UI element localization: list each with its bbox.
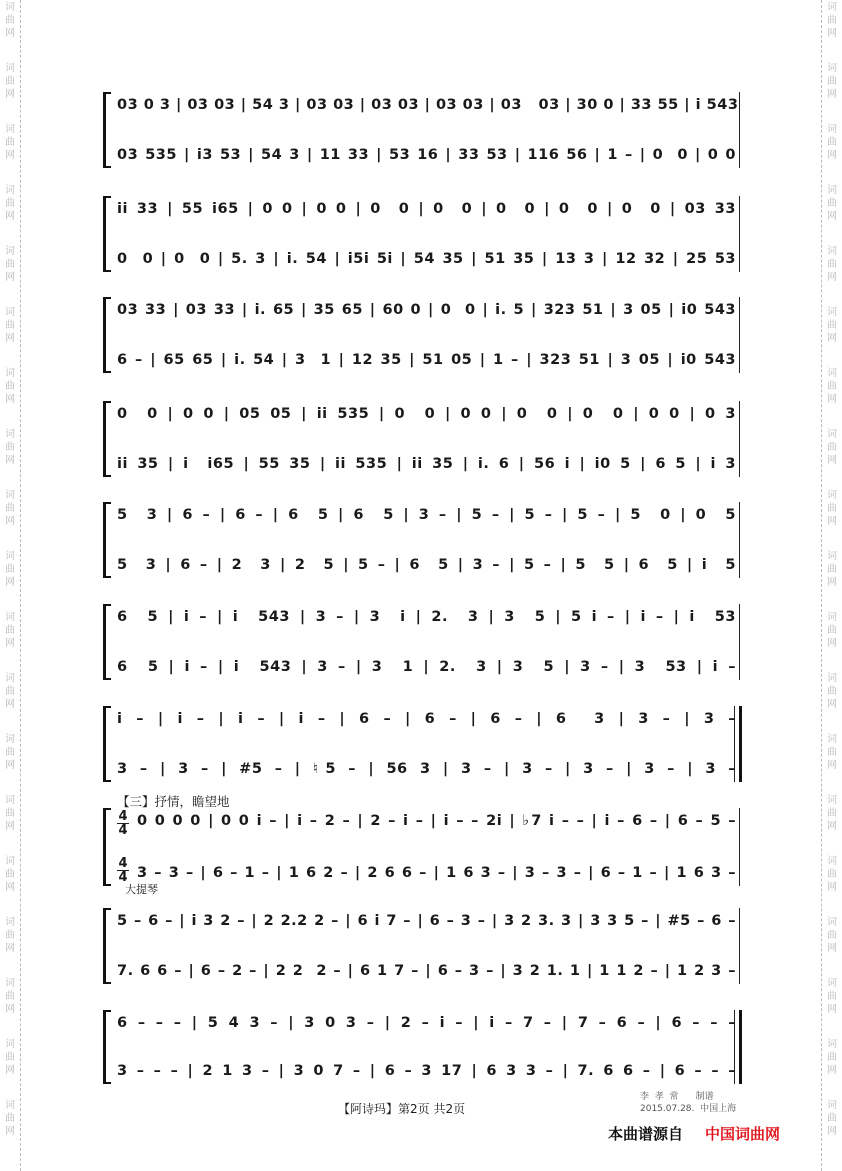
source-site[interactable]: 中国词曲网 [705,1125,781,1143]
upper-part [117,908,736,934]
lower-part [117,756,736,782]
watermark-char: 网 [827,638,837,649]
watermark-char: 网 [5,89,15,100]
watermark-char: 网 [827,394,837,405]
notation-text: 0 0 0 0 | 0 0 i – | i – 2 – | 2 – i – | i – – 2i | ♭7 i – – | i – 6 – | 6 – 5 – [137,813,736,829]
watermark-char: 曲 [5,15,15,26]
score-system [103,196,740,272]
credit-date: 2015.07.28. 中国上海 [640,1104,737,1114]
watermark-char: 词 [827,307,837,318]
notation-text: 7. 6 6 – | 6 – 2 – | 2 2 2 – | 6 1 7 – | 6 – 3 – | 3 2 1. 1 | 1 1 2 – | 1 2 3 – [117,963,736,979]
watermark-char: 曲 [5,1052,15,1063]
watermark-char: 曲 [827,1052,837,1063]
watermark-char: 曲 [827,1113,837,1124]
watermark-char: 曲 [827,625,837,636]
watermark-char: 曲 [827,503,837,514]
score-system [103,502,740,578]
footer-title: 【阿诗玛】第2页 共2页 [338,1102,466,1116]
watermark-char: 网 [827,333,837,344]
system-end-barline [739,401,740,477]
notation-text: 3 – – – | 2 1 3 – | 3 0 7 – | 6 – 3 17 | 6 3 3 – | 7. 6 6 – | 6 – – – [117,1063,736,1079]
system-brace [103,297,111,373]
system-end-barline [739,196,740,272]
watermark-char: 词 [5,734,15,745]
system-end-barline [739,908,740,984]
right-margin-line [821,0,822,1171]
upper-part [117,1010,736,1036]
watermark-char: 词 [827,673,837,684]
system-end-barline [739,297,740,373]
watermark-char: 词 [827,429,837,440]
score-system [103,401,740,477]
lower-part [117,552,736,578]
watermark-char: 曲 [5,198,15,209]
system-brace [103,401,111,477]
watermark-char: 网 [5,150,15,161]
notation-text: 5 – 6 – | i 3 2 – | 2 2.2 2 – | 6 i 7 – | 6 – 3 – | 3 2 3. 3 | 3 3 5 – | #5 – 6 – [117,913,736,929]
notation-text: 03 535 | i3 53 | 54 3 | 11 33 | 53 16 | 33 53 | 116 56 | 1 – | 0 0 | 0 0 [117,147,736,163]
instrument-label: 大提琴 [125,883,158,896]
watermark-char: 网 [827,89,837,100]
watermark-char: 曲 [5,564,15,575]
watermark-char: 网 [827,211,837,222]
watermark-char: 词 [827,978,837,989]
lower-part [137,860,736,886]
upper-part [117,297,736,323]
watermark-char: 曲 [5,686,15,697]
system-end-barline [739,808,740,886]
watermark-char: 曲 [827,991,837,1002]
watermark-char: 词 [5,124,15,135]
watermark-char: 词 [5,795,15,806]
watermark-char: 词 [5,63,15,74]
watermark-char: 网 [5,943,15,954]
watermark-char: 网 [827,455,837,466]
watermark-char: 网 [5,577,15,588]
left-margin-line [20,0,21,1171]
time-signature-bottom: 4 [118,870,128,885]
watermark-char: 网 [5,272,15,283]
watermark-char: 网 [827,1004,837,1015]
watermark-char: 网 [827,699,837,710]
system-brace [103,1010,111,1084]
system-end-barline [739,604,740,680]
watermark-char: 词 [5,185,15,196]
score-system [103,297,740,373]
watermark-char: 网 [5,699,15,710]
watermark-char: 曲 [827,198,837,209]
watermark-char: 网 [5,1126,15,1137]
credit [640,1091,736,1115]
source-prefix: 本曲谱源自 [608,1125,684,1143]
lower-part [117,1058,736,1084]
watermark-char: 词 [5,917,15,928]
notation-text: 0 0 | 0 0 | 05 05 | ii 535 | 0 0 | 0 0 | 0 0 | 0 0 | 0 0 | 0 3 [117,406,736,422]
score-system [103,908,740,984]
system-brace [103,196,111,272]
watermark-char: 曲 [827,76,837,87]
watermark-char: 曲 [5,808,15,819]
watermark-char: 词 [827,734,837,745]
watermark-char: 曲 [5,991,15,1002]
left-margin [0,0,22,1171]
watermark-char: 曲 [5,442,15,453]
watermark-char: 词 [5,1100,15,1111]
upper-part [117,604,736,630]
watermark-char: 曲 [827,381,837,392]
notation-text: 03 33 | 03 33 | i. 65 | 35 65 | 60 0 | 0 0 | i. 5 | 323 51 | 3 05 | i0 543 [117,302,736,318]
watermark-char: 词 [827,185,837,196]
notation-text: 3 – 3 – | 6 – 1 – | 1 6 2 – | 2 6 6 – | 1 6 3 – | 3 – 3 – | 6 – 1 – | 1 6 3 – [137,865,736,881]
watermark-char: 网 [5,821,15,832]
system-brace [103,808,111,886]
watermark-char: 曲 [827,564,837,575]
notation-text: 6 5 | i – | i 543 | 3 – | 3 i | 2. 3 | 3 5 | 5 i – | i – | i 53 [117,609,736,625]
section-label: 【三】抒情，瞻望地 [117,794,230,809]
lower-part [117,142,736,168]
watermark-char: 网 [827,516,837,527]
watermark-char: 词 [827,1100,837,1111]
notation-text: 3 – | 3 – | #5 – | ♮5 – | 56 3 | 3 – | 3 – | 3 – | 3 – | 3 – [117,761,736,777]
score-system [103,808,740,886]
watermark-char: 曲 [827,747,837,758]
watermark-char: 词 [5,978,15,989]
watermark-char: 曲 [5,381,15,392]
notation-text: ii 35 | i i65 | 55 35 | ii 535 | ii 35 | i. 6 | 56 i | i0 5 | 6 5 | i 3 [117,456,736,472]
watermark-char: 词 [5,368,15,379]
score-system [103,604,740,680]
lower-part [117,654,736,680]
watermark-char: 网 [827,577,837,588]
watermark-char: 网 [5,516,15,527]
time-signature [117,857,129,884]
lower-part [117,451,736,477]
watermark-char: 曲 [5,930,15,941]
source-line [608,1123,780,1144]
watermark-char: 网 [827,882,837,893]
watermark-char: 曲 [827,930,837,941]
score-system [103,706,740,782]
watermark-char: 网 [827,760,837,771]
system-brace [103,502,111,578]
time-signature-top: 4 [118,856,128,871]
score-system [103,92,740,168]
watermark-char: 网 [5,455,15,466]
watermark-char: 词 [827,551,837,562]
watermark-char: 词 [5,490,15,501]
notation-text: 6 – | 65 65 | i. 54 | 3 1 | 12 35 | 51 05 | 1 – | 323 51 | 3 05 | i0 543 [117,352,736,368]
watermark-char: 曲 [5,747,15,758]
watermark-char: 网 [827,28,837,39]
watermark-char: 曲 [827,686,837,697]
watermark-char: 词 [827,1039,837,1050]
watermark-char: 网 [5,211,15,222]
watermark-char: 曲 [827,320,837,331]
watermark-char: 词 [827,2,837,13]
watermark-char: 词 [5,307,15,318]
system-end-barline [739,502,740,578]
watermark-char: 网 [5,28,15,39]
watermark-char: 曲 [5,1113,15,1124]
watermark-char: 曲 [5,76,15,87]
watermark-char: 词 [5,1039,15,1050]
watermark-char: 词 [827,368,837,379]
system-brace [103,92,111,168]
upper-part [117,401,736,427]
upper-part [117,502,736,528]
watermark-char: 网 [5,638,15,649]
watermark-char: 曲 [827,15,837,26]
watermark-char: 词 [827,612,837,623]
watermark-char: 网 [5,394,15,405]
upper-part [117,196,736,222]
watermark-char: 词 [827,917,837,928]
watermark-char: 曲 [827,259,837,270]
watermark-char: 曲 [5,503,15,514]
watermark-char: 词 [827,856,837,867]
watermark-char: 网 [5,882,15,893]
notation-text: 6 – – – | 5 4 3 – | 3 0 3 – | 2 – i – | i – 7 – | 7 – 6 – | 6 – – – [117,1015,736,1031]
watermark-char: 网 [827,1126,837,1137]
notation-text: 03 0 3 | 03 03 | 54 3 | 03 03 | 03 03 | 03 03 | 03 03 | 30 0 | 33 55 | i 543 [117,97,739,113]
watermark-char: 网 [5,333,15,344]
watermark-char: 网 [827,150,837,161]
watermark-char: 网 [827,943,837,954]
watermark-char: 词 [827,246,837,257]
notation-text: ii 33 | 55 i65 | 0 0 | 0 0 | 0 0 | 0 0 | 0 0 | 0 0 | 0 0 | 03 33 [117,201,736,217]
upper-part [137,808,736,834]
watermark-char: 曲 [827,808,837,819]
watermark-char: 网 [5,1004,15,1015]
notation-text: i – | i – | i – | i – | 6 – | 6 – | 6 – | 6 3 | 3 – | 3 – [117,711,736,727]
watermark-char: 曲 [827,869,837,880]
watermark-char: 词 [827,490,837,501]
watermark-char: 曲 [5,259,15,270]
system-end-barline [739,92,740,168]
watermark-char: 曲 [5,625,15,636]
upper-part [117,92,739,118]
watermark-char: 曲 [5,869,15,880]
watermark-char: 词 [5,551,15,562]
notation-text: 5 3 | 6 – | 2 3 | 2 5 | 5 – | 6 5 | 3 – | 5 – | 5 5 | 6 5 | i 5 [117,557,736,573]
right-margin [820,0,842,1171]
watermark-char: 词 [827,63,837,74]
watermark-char: 网 [827,1065,837,1076]
watermark-char: 词 [827,124,837,135]
watermark-char: 曲 [5,320,15,331]
watermark-char: 词 [5,612,15,623]
system-brace [103,706,111,782]
notation-text: 6 5 | i – | i 543 | 3 – | 3 1 | 2. 3 | 3 5 | 3 – | 3 53 | i – [117,659,736,675]
watermark-char: 词 [5,2,15,13]
watermark-char: 词 [5,673,15,684]
system-brace [103,604,111,680]
lower-part [117,958,736,984]
watermark-char: 词 [5,856,15,867]
watermark-char: 曲 [827,442,837,453]
time-signature-bottom: 4 [118,823,128,838]
notation-text: 0 0 | 0 0 | 5. 3 | i. 54 | i5i 5i | 54 35 | 51 35 | 13 3 | 12 32 | 25 53 [117,251,736,267]
watermark-char: 曲 [5,137,15,148]
lower-part [117,347,736,373]
upper-part [117,706,736,732]
watermark-char: 词 [5,429,15,440]
system-brace [103,908,111,984]
notation-text: 5 3 | 6 – | 6 – | 6 5 | 6 5 | 3 – | 5 – | 5 – | 5 – | 5 0 | 0 5 [117,507,736,523]
watermark-char: 网 [827,272,837,283]
watermark-char: 网 [827,821,837,832]
time-signature-top: 4 [118,809,128,824]
time-signature [117,810,129,837]
lower-part [117,246,736,272]
watermark-char: 词 [827,795,837,806]
watermark-char: 网 [5,1065,15,1076]
watermark-char: 曲 [827,137,837,148]
credit-arranger: 李 孝 常 制谱 [640,1092,714,1102]
watermark-char: 词 [5,246,15,257]
watermark-char: 网 [5,760,15,771]
score-system [103,1010,740,1084]
